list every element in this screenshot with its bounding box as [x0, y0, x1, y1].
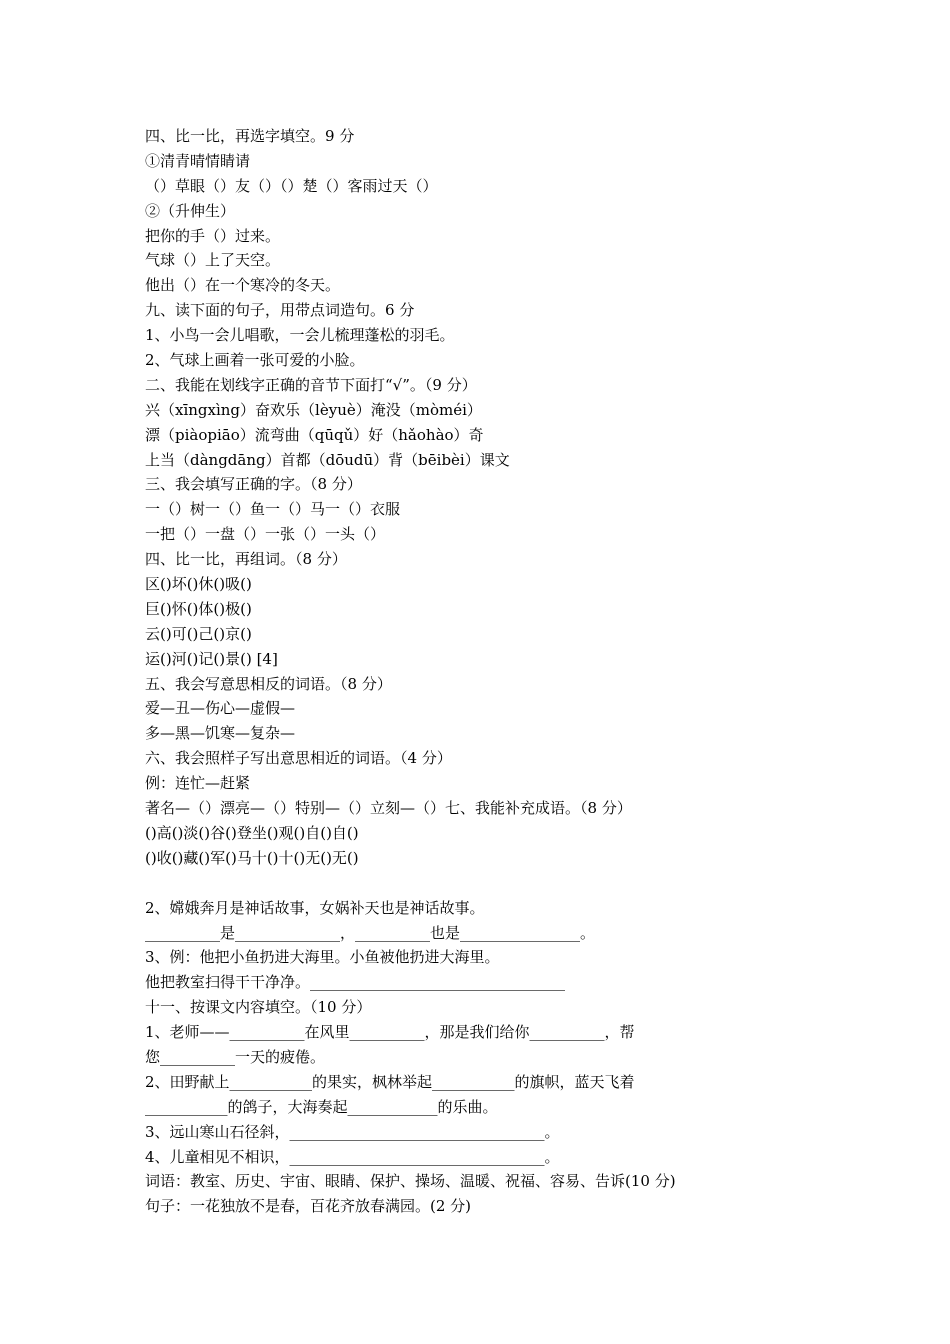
text-line: 一把（）一盘（）一张（）一头（） — [145, 525, 386, 544]
text-line: ()收()藏()军()马十()十()无()无() — [145, 848, 359, 867]
text-line: 一（）树一（）鱼一（）马一（）衣服 — [145, 500, 401, 519]
text-line: 2、嫦娥奔月是神话故事，女娲补天也是神话故事。 — [145, 898, 485, 917]
text-line: 上当（dàngdāng）首都（dōudū）背（bēibèi）课文 — [145, 450, 510, 469]
fill-in-line: 2、田野献上___________的果实，枫林举起___________的旗帜，蓝天飞着 — [145, 1072, 635, 1091]
fill-in-line: 3、远山寒山石径斜，__________________________________。 — [145, 1122, 560, 1141]
blank-line — [145, 871, 845, 896]
section-heading: 五、我会写意思相反的词语。（8 分） — [145, 674, 392, 693]
text-line: 巨()怀()体()极() — [145, 599, 252, 618]
text-line: 1、小鸟一会儿唱歌，一会儿梳理蓬松的羽毛。 — [145, 326, 455, 345]
text-line: 2、气球上画着一张可爱的小脸。 — [145, 351, 365, 370]
text-line: 区()坏()休()吸() — [145, 575, 252, 594]
fill-in-line: 他把教室扫得干干净净。__________________________________ — [145, 973, 566, 992]
text-line: （）草眼（）友（）（）楚（）客雨过天（） — [145, 176, 438, 195]
section-heading: 二、我能在划线字正确的音节下面打“√”。（9 分） — [145, 375, 477, 394]
fill-in-line: 1、老师——__________在风里__________，那是我们给你__________，帮 — [145, 1023, 635, 1042]
text-line: ②（升伸生） — [145, 201, 236, 220]
text-line: 运()河()记()景() [4] — [145, 649, 278, 668]
section-heading: 六、我会照样子写出意思相近的词语。（4 分） — [145, 749, 452, 768]
text-line: 云()可()己()京() — [145, 624, 252, 643]
fill-in-line: __________是______________，__________也是________________。 — [145, 923, 596, 942]
text-line: 3、例：他把小鱼扔进大海里。小鱼被他扔进大海里。 — [145, 948, 500, 967]
fill-in-line: 4、儿童相见不相识，__________________________________。 — [145, 1147, 560, 1166]
text-line: 漂（piàopiāo）流弯曲（qūqǔ）好（hǎohào）奇 — [145, 425, 484, 444]
document-page — [145, 124, 845, 1219]
text-line: 句子：一花独放不是春，百花齐放春满园。(2 分) — [145, 1197, 472, 1216]
text-line: 兴（xīngxìng）奋欢乐（lèyuè）淹没（mòméi） — [145, 400, 482, 419]
text-line: 把你的手（）过来。 — [145, 226, 281, 245]
fill-in-line: 您__________一天的疲倦。 — [145, 1047, 326, 1066]
text-line: 著名—（）漂亮—（）特别—（）立刻—（）七、我能补充成语。（8 分） — [145, 799, 632, 818]
text-line: 例：连忙—赶紧 — [145, 774, 251, 793]
text-line: 气球（）上了天空。 — [145, 251, 281, 270]
section-heading: 四、比一比，再选字填空。9 分 — [145, 127, 355, 145]
text-line: 词语：教室、历史、宇宙、眼睛、保护、操场、温暖、祝福、容易、告诉(10 分) — [145, 1172, 676, 1191]
text-line: 多—黑—饥寒—复杂— — [145, 724, 296, 743]
text-line: 爱—丑—伤心—虚假— — [145, 699, 296, 718]
text-line: 他出（）在一个寒冷的冬天。 — [145, 276, 341, 295]
fill-in-line: ___________的鸽子，大海奏起____________的乐曲。 — [145, 1097, 498, 1116]
section-heading: 四、比一比，再组词。（8 分） — [145, 550, 347, 569]
text-line: ()高()淡()谷()登坐()观()自()自() — [145, 823, 359, 842]
section-heading: 十一、按课文内容填空。（10 分） — [145, 998, 372, 1017]
text-line: ①清青晴情睛请 — [145, 151, 251, 170]
section-heading: 三、我会填写正确的字。（8 分） — [145, 475, 362, 494]
section-heading: 九、读下面的句子，用带点词造句。6 分 — [145, 301, 415, 320]
